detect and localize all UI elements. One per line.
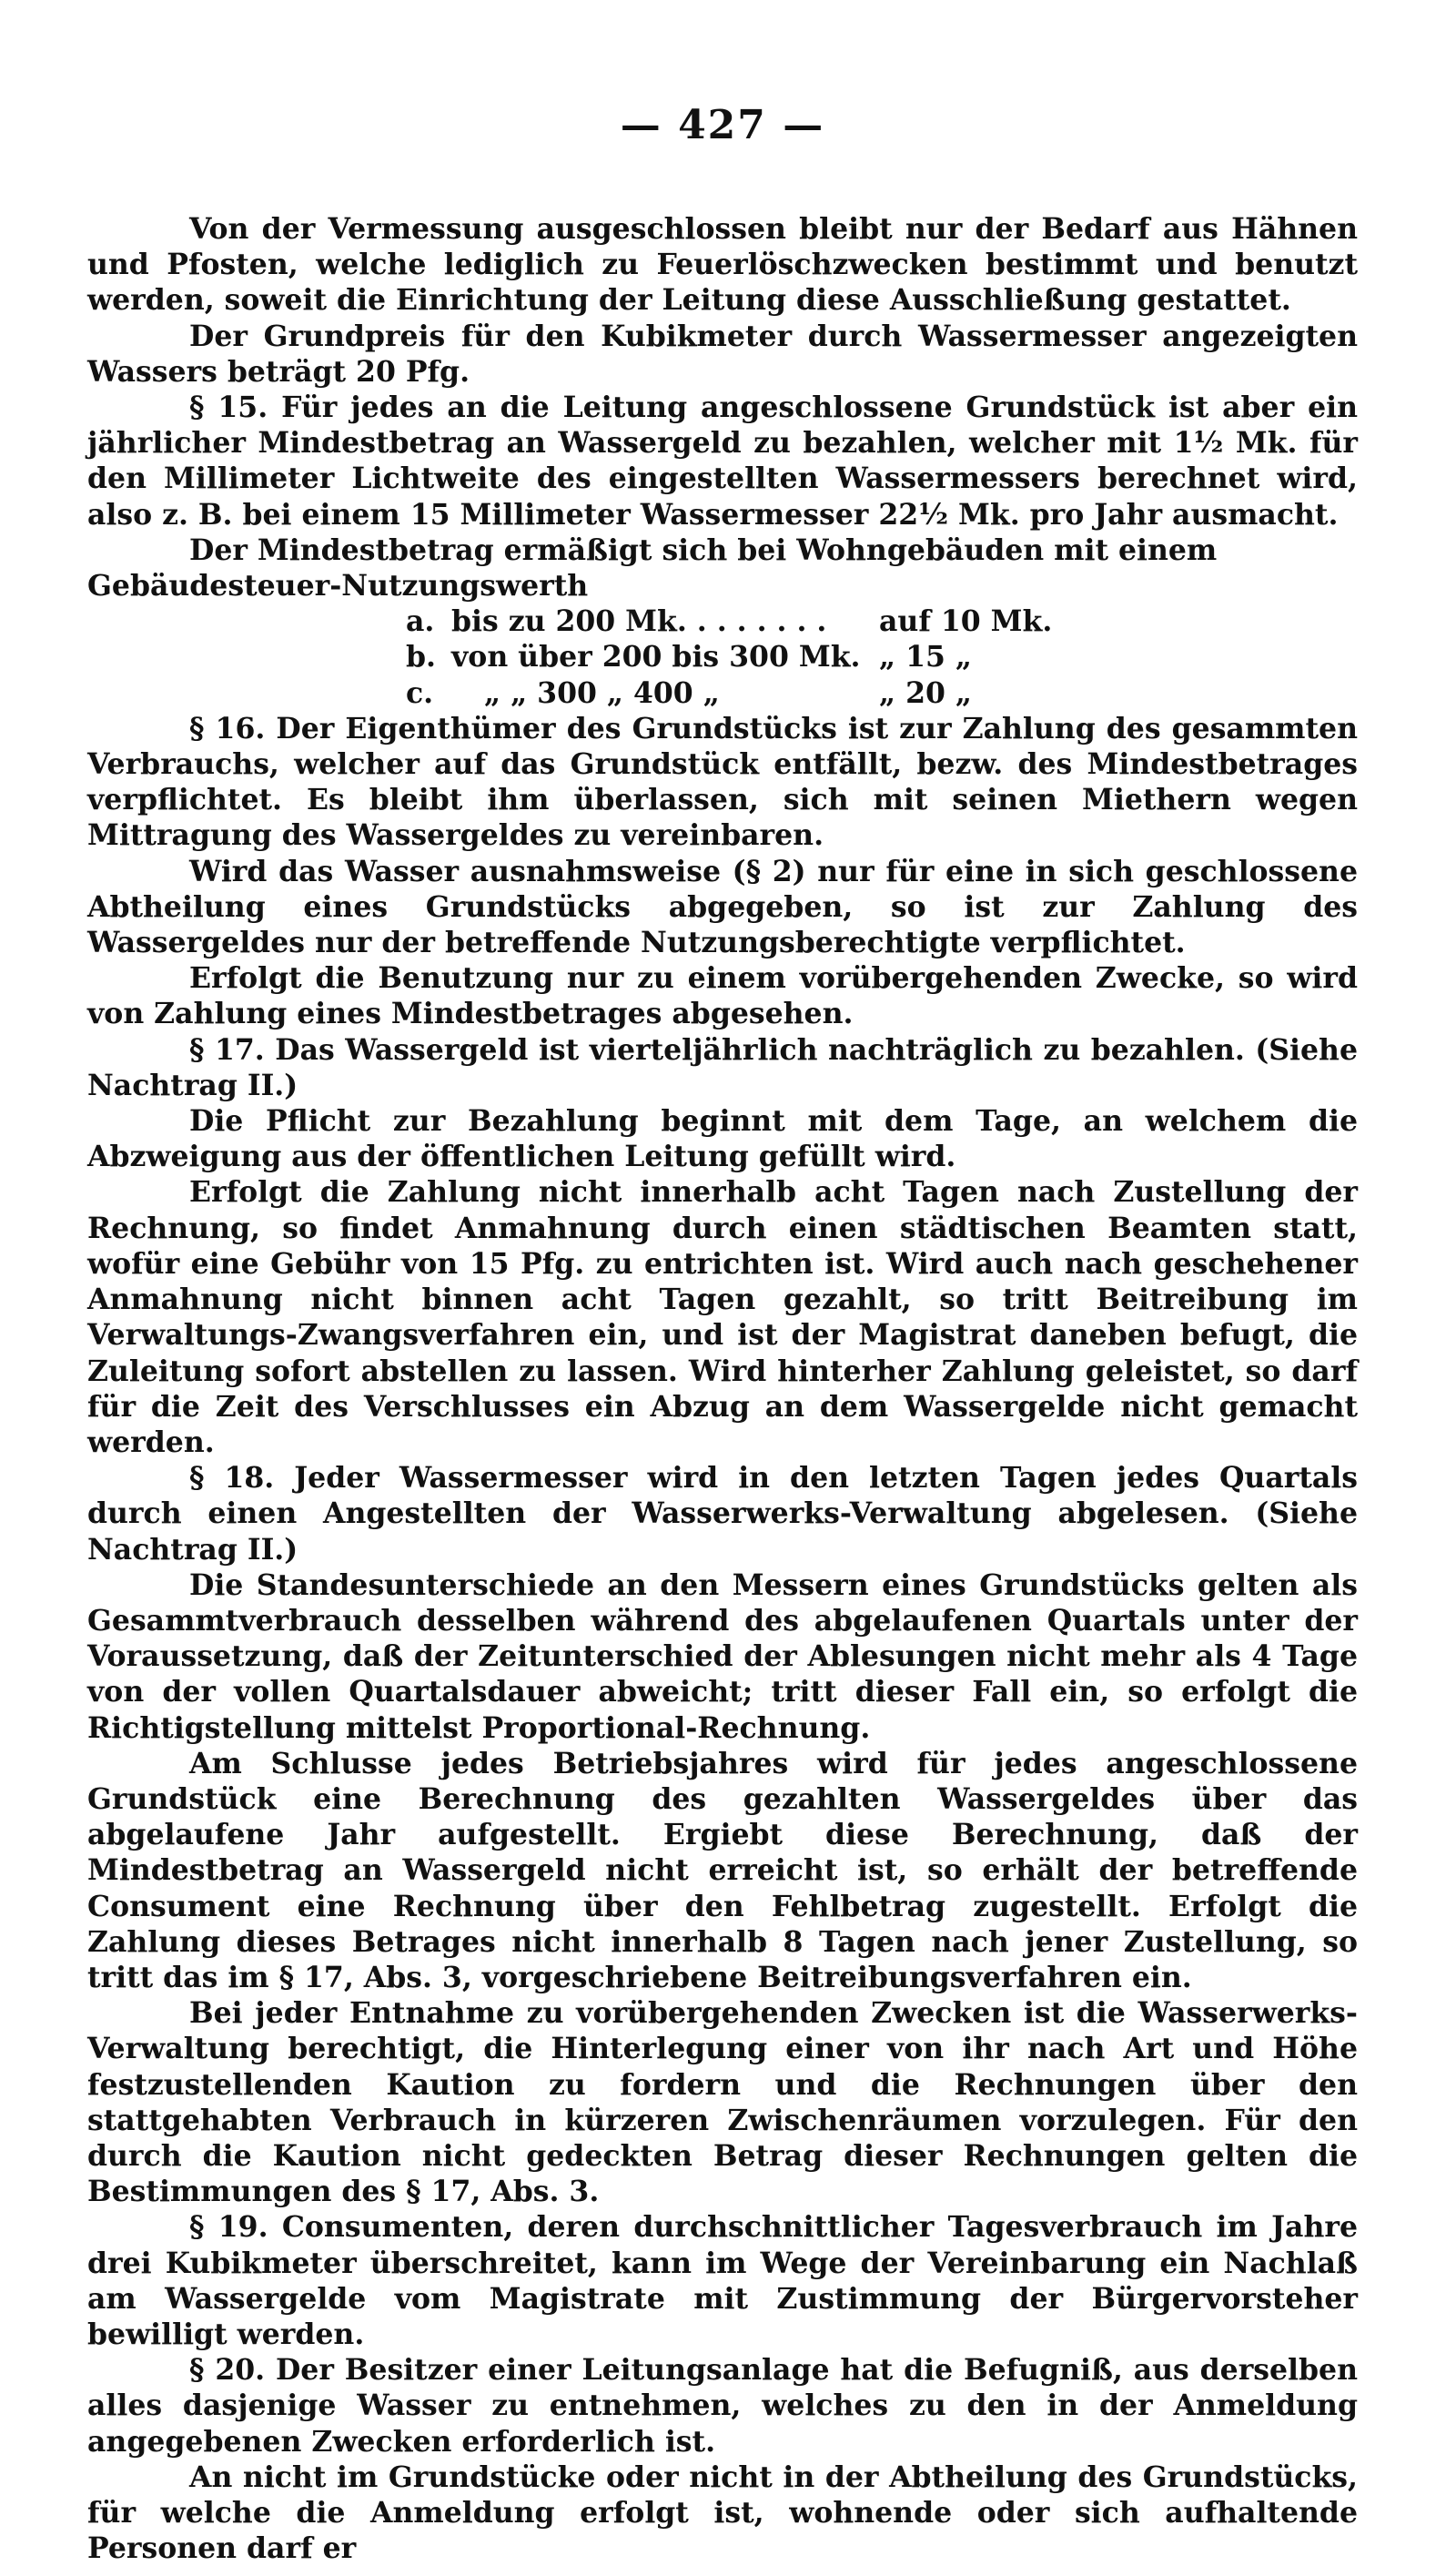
paragraph: Der Mindestbetrag ermäßigt sich bei Wohngebäuden mit einem Gebäudesteuer-Nutzungswerth bbox=[87, 532, 1218, 603]
list-range: bis zu 200 Mk. . . . . . . . bbox=[451, 604, 827, 639]
list-label: a. bbox=[406, 604, 435, 639]
list-range: von über 200 bis 300 Mk. bbox=[451, 640, 861, 674]
list-amount: auf 10 Mk. bbox=[879, 604, 1053, 639]
paragraph: Erfolgt die Zahlung nicht innerhalb acht Tagen nach Zustellung der Rechnung, so findet Anmahnung durch einen städtischen Beamten statt, wofür eine Gebühr von 15 Pfg. zu entrichten ist. Wird auch nach geschehener Anmahnung nicht binnen acht Tagen gezahlt, so tritt Beitreibung im Verwaltungs-Zwangsverfahren ein, und ist der Magistrat daneben befugt, die Zuleitung sofort abstellen zu lassen. Wird hinterher Zahlung geleistet, so darf für die Zeit des Verschlusses ein Abzug an dem Wassergelde nicht gemacht werden. bbox=[87, 1175, 1358, 1459]
paragraph: § 15. Für jedes an die Leitung angeschlossene Grundstück ist aber ein jährlicher Mindestbetrag an Wassergeld zu bezahlen, welcher mit 1½ Mk. für den Millimeter Lichtweite des eingestellten Wassermessers berechnet wird, also z. B. bei einem 15 Millimeter Wassermesser 22½ Mk. pro Jahr ausmacht. bbox=[87, 390, 1358, 532]
list-amount: „ 15 „ bbox=[879, 640, 973, 674]
paragraph: § 17. Das Wassergeld ist vierteljährlich nachträglich zu bezahlen. (Siehe Nachtrag II.) bbox=[87, 1032, 1358, 1102]
paragraph: An nicht im Grundstücke oder nicht in der Abtheilung des Grundstücks, für welche die Anmeldung erfolgt ist, wohnende oder sich aufhaltende Personen darf er bbox=[87, 2460, 1358, 2566]
paragraph: Die Standesunterschiede an den Messern eines Grundstücks gelten als Gesammtverbrauch desselben während des abgelaufenen Quartals unter der Voraussetzung, daß der Zeitunterschied der Ablesungen nicht mehr als 4 Tage von der vollen Quartalsdauer abweicht; tritt dieser Fall ein, so erfolgt die Richtigstellung mittelst Proportional-Rechnung. bbox=[87, 1567, 1358, 1745]
list-amount: „ 20 „ bbox=[879, 675, 973, 710]
list-range: „ „ 300 „ 400 „ bbox=[484, 675, 720, 710]
body-text bbox=[87, 211, 1358, 2566]
paragraph: § 18. Jeder Wassermesser wird in den letzten Tagen jedes Quartals durch einen Angestellten der Wasserwerks-Verwaltung abgelesen. (Siehe Nachtrag II.) bbox=[87, 1461, 1358, 1567]
paragraph: Wird das Wasser ausnahmsweise (§ 2) nur für eine in sich geschlossene Abtheilung eines Grundstücks abgegeben, so ist zur Zahlung des Wassergeldes nur der betreffende Nutzungsberechtigte verpflichtet. bbox=[87, 854, 1358, 960]
page-number: — 427 — bbox=[620, 102, 825, 148]
paragraph: § 19. Consumenten, deren durchschnittlicher Tagesverbrauch im Jahre drei Kubikmeter überschreitet, kann im Wege der Vereinbarung ein Nachlaß am Wassergelde vom Magistrate mit Zustimmung der Bürgervorsteher bewilligt werden. bbox=[87, 2210, 1358, 2351]
list-item bbox=[406, 603, 1152, 639]
paragraph: Die Pflicht zur Bezahlung beginnt mit dem Tage, an welchem die Abzweigung aus der öffentlichen Leitung gefüllt wird. bbox=[87, 1104, 1358, 1174]
paragraph: Der Grundpreis für den Kubikmeter durch Wassermesser angezeigten Wassers beträgt 20 Pfg. bbox=[87, 319, 1358, 389]
paragraph: Am Schlusse jedes Betriebsjahres wird für jedes angeschlossene Grundstück eine Berechnung des gezahlten Wassergeldes über das abgelaufene Jahr aufgestellt. Ergiebt diese Berechnung, daß der Mindestbetrag an Wassergeld nicht erreicht ist, so erhält der betreffende Consument eine Rechnung über den Fehlbetrag zugestellt. Erfolgt die Zahlung dieses Betrages nicht innerhalb 8 Tagen nach jener Zustellung, so tritt das im § 17, Abs. 3, vorgeschriebene Beitreibungsverfahren ein. bbox=[87, 1746, 1358, 1994]
paragraph: Bei jeder Entnahme zu vorübergehenden Zwecken ist die Wasserwerks-Verwaltung berechtigt, die Hinterlegung einer von ihr nach Art und Höhe festzustellenden Kaution zu fordern und die Rechnungen über den stattgehabten Verbrauch in kürzeren Zwischenräumen vorzulegen. Für den durch die Kaution nicht gedeckten Betrag dieser Rechnungen gelten die Bestimmungen des § 17, Abs. 3. bbox=[87, 1996, 1358, 2209]
list-label: c. bbox=[406, 675, 434, 710]
list-item bbox=[406, 675, 1152, 711]
paragraph: Erfolgt die Benutzung nur zu einem vorübergehenden Zwecke, so wird von Zahlung eines Mindestbetrages abgesehen. bbox=[87, 961, 1358, 1031]
list-label: b. bbox=[406, 640, 436, 674]
paragraph: § 20. Der Besitzer einer Leitungsanlage hat die Befugniß, aus derselben alles dasjenige Wasser zu entnehmen, welches zu den in der Anmeldung angegebenen Zwecken erforderlich ist. bbox=[87, 2353, 1358, 2459]
rate-list bbox=[87, 603, 1358, 711]
paragraph: Von der Vermessung ausgeschlossen bleibt nur der Bedarf aus Hähnen und Pfosten, welche lediglich zu Feuerlöschzwecken bestimmt und benutzt werden, soweit die Einrichtung der Leitung diese Ausschließung gestattet. bbox=[87, 212, 1358, 318]
paragraph: § 16. Der Eigenthümer des Grundstücks ist zur Zahlung des gesammten Verbrauchs, welcher auf das Grundstück entfällt, bezw. des Mindestbetrages verpflichtet. Es bleibt ihm überlassen, sich mit seinen Miethern wegen Mittragung des Wassergeldes zu vereinbaren. bbox=[87, 711, 1358, 853]
list-item bbox=[406, 639, 1152, 674]
